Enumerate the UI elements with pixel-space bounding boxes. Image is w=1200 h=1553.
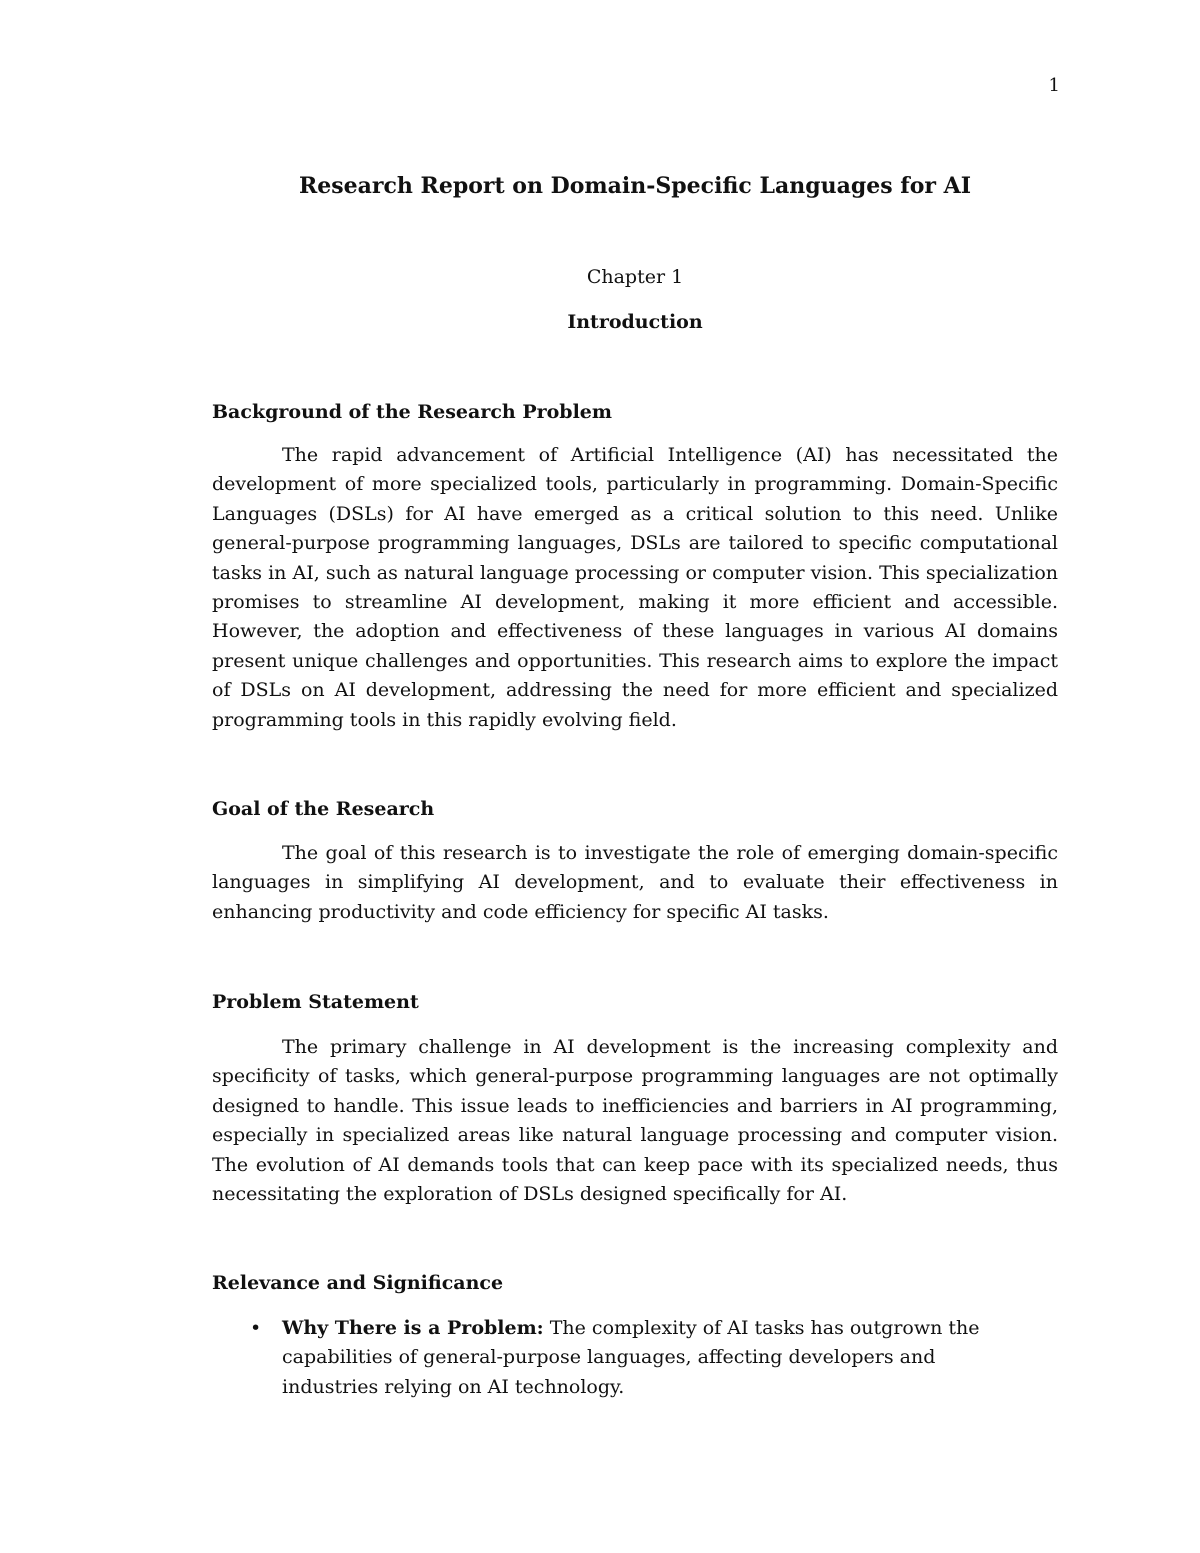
relevance-heading: Relevance and Significance: [212, 1272, 504, 1294]
problem-heading: Problem Statement: [212, 991, 419, 1013]
background-paragraph: The rapid advancement of Artificial Intelligence (AI) has necessitated the development of more specialized tools, particularly in programming. Domain-Specific Languages (DSLs) for AI have emerged as a critical solution to this need. Unlike general-purpose programming languages, DSLs are tailored to specific computational tasks in AI, such as natural language processing or computer vision. This specialization promises to streamline AI development, making it more efficient and accessible. However, the adoption and effectiveness of these languages in various AI domains present unique challenges and opportunities. This research aims to explore the impact of DSLs on AI development, addressing the need for more efficient and specialized programming tools in this rapidly evolving field.: [212, 444, 1058, 731]
bullet-label: Why There is a Problem:: [282, 1317, 544, 1339]
bullet-item: [212, 1314, 1058, 1402]
bullet-marker: •: [250, 1317, 262, 1339]
bullet-body: The complexity of AI tasks has outgrown the capabilities of general-purpose languages, affecting developers and industries relying on AI technology.: [282, 1317, 980, 1398]
bullet-text: [282, 1314, 982, 1402]
chapter-title: Introduction: [567, 311, 703, 333]
goal-heading: Goal of the Research: [212, 798, 435, 820]
background-heading: Background of the Research Problem: [212, 401, 613, 423]
chapter-label: Chapter 1: [586, 266, 684, 288]
report-title: Research Report on Domain-Specific Languages for AI: [299, 173, 971, 199]
page-number: 1: [1048, 75, 1060, 96]
problem-paragraph: The primary challenge in AI development is the increasing complexity and specificity of tasks, which general-purpose programming languages are not optimally designed to handle. This issue leads to inefficiencies and barriers in AI programming, especially in specialized areas like natural language processing and computer vision. The evolution of AI demands tools that can keep pace with its specialized needs, thus necessitating the exploration of DSLs designed specifically for AI.: [212, 1036, 1058, 1206]
goal-paragraph: The goal of this research is to investigate the role of emerging domain-specific languages in simplifying AI development, and to evaluate their effectiveness in enhancing productivity and code efficiency for specific AI tasks.: [212, 842, 1058, 923]
